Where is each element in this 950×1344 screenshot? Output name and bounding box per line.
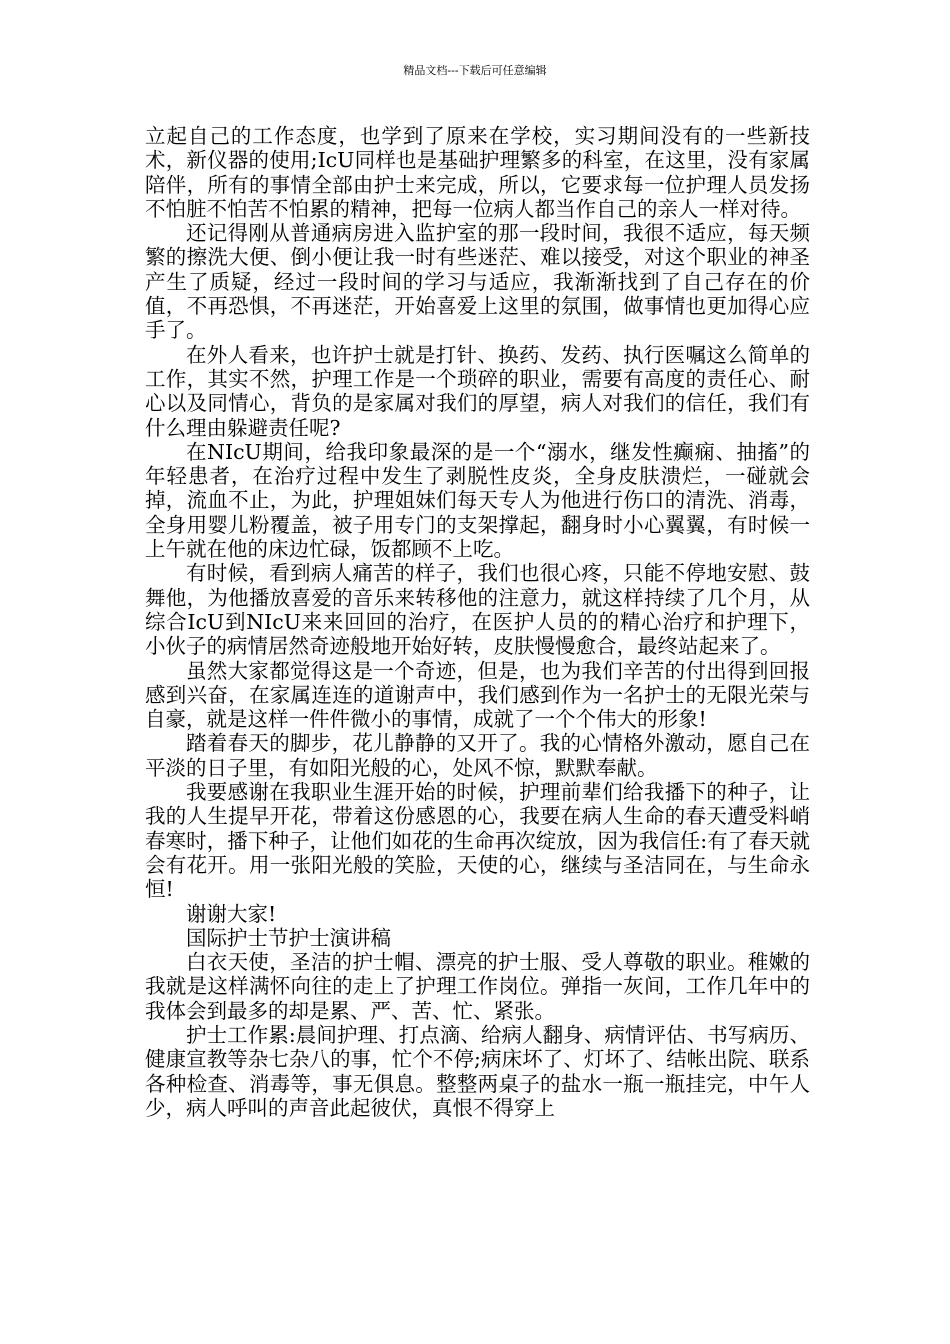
- paragraph-thanks: 谢谢大家!: [186, 901, 277, 926]
- paragraph-8: 我要感谢在我职业生涯开始的时候，护理前辈们给我播下的种子，让我的人生提早开花，带着这份感恩的心，我要在病人生命的春天遭受料峭春寒时，播下种子，让他们如花的生命再次绽放，因为我信任:有了春天就会有花开。用一张阳光般的笑脸，天使的心，继续与圣洁同在，与生命永恒!: [145, 780, 810, 902]
- paragraph-9: 白衣天使，圣洁的护士帽、漂亮的护士服、受人尊敬的职业。稚嫩的我就是这样满怀向往的走上了护理工作岗位。弹指一灰间，工作几年中的我体会到最多的却是累、严、苦、忙、紧张。: [145, 950, 810, 1023]
- paragraph-6: 虽然大家都觉得这是一个奇迹，但是，也为我们辛苦的付出得到回报感到兴奋，在家属连连的道谢声中，我们感到作为一名护士的无限光荣与自豪，就是这样一件件微小的事情，成就了一个个伟大的形象!: [145, 658, 810, 732]
- paragraph-3: 在外人看来，也许护士就是打针、换药、发药、执行医嘱这么简单的工作，其实不然，护理工作是一个琐碎的职业，需要有高度的责任心、耐心以及同情心，背负的是家属对我们的厚望，病人对我们的信任，我们有什么理由躲避责任呢?: [145, 342, 810, 440]
- document-body: [145, 124, 810, 1120]
- section-title: 国际护士节护士演讲稿: [186, 925, 391, 950]
- paragraph-5: 有时候，看到病人痛苦的样子，我们也很心疼，只能不停地安慰、鼓舞他，为他播放喜爱的音乐来转移他的注意力，就这样持续了几个月，从综合IcU到NIcU来来回回的治疗，在医护人员的的精心治疗和护理下，小伙子的病情居然奇迹般地开始好转，皮肤慢慢愈合，最终站起来了。: [145, 561, 810, 659]
- paragraph-2: 还记得刚从普通病房进入监护室的那一段时间，我很不适应，每天频繁的擦洗大便、倒小便让我一时有些迷茫、难以接受，对这个职业的神圣产生了质疑，经过一段时间的学习与适应，我渐渐找到了自己存在的价值，不再恐惧，不再迷茫，开始喜爱上这里的氛围，做事情也更加得心应手了。: [145, 221, 810, 343]
- paragraph-4: 在NIcU期间，给我印象最深的是一个“溺水，继发性癫痫、抽搐”的年轻患者，在治疗过程中发生了剥脱性皮炎，全身皮肤溃烂，一碰就会掉，流血不止，为此，护理姐妹们每天专人为他进行伤口的清洗、消毒，全身用婴儿粉覆盖，被子用专门的支架撑起，翻身时小心翼翼，有时候一上午就在他的床边忙碌，饭都顾不上吃。: [145, 439, 810, 562]
- paragraph-7: 踏着春天的脚步，花儿静静的又开了。我的心情格外激动，愿自己在平淡的日子里，有如阳光般的心，处风不惊，默默奉献。: [145, 731, 810, 780]
- paragraph-10: 护士工作累:晨间护理、打点滴、给病人翻身、病情评估、书写病历、健康宣教等杂七杂八的事，忙个不停;病床坏了、灯坏了、结帐出院、联系各种检查、消毒等，事无俱息。整整两桌子的盐水一瓶一瓶挂完，中午人少，病人呼叫的声音此起彼伏，真恨不得穿上: [145, 1022, 810, 1120]
- paragraph-1: 立起自己的工作态度，也学到了原来在学校，实习期间没有的一些新技术，新仪器的使用;IcU同样也是基础护理繁多的科室，在这里，没有家属陪伴，所有的事情全部由护士来完成，所以，它要求每一位护理人员发扬不怕脏不怕苦不怕累的精神，把每一位病人都当作自己的亲人一样对待。: [145, 124, 810, 221]
- page-header: 精品文档---下载后可任意编辑: [403, 64, 547, 77]
